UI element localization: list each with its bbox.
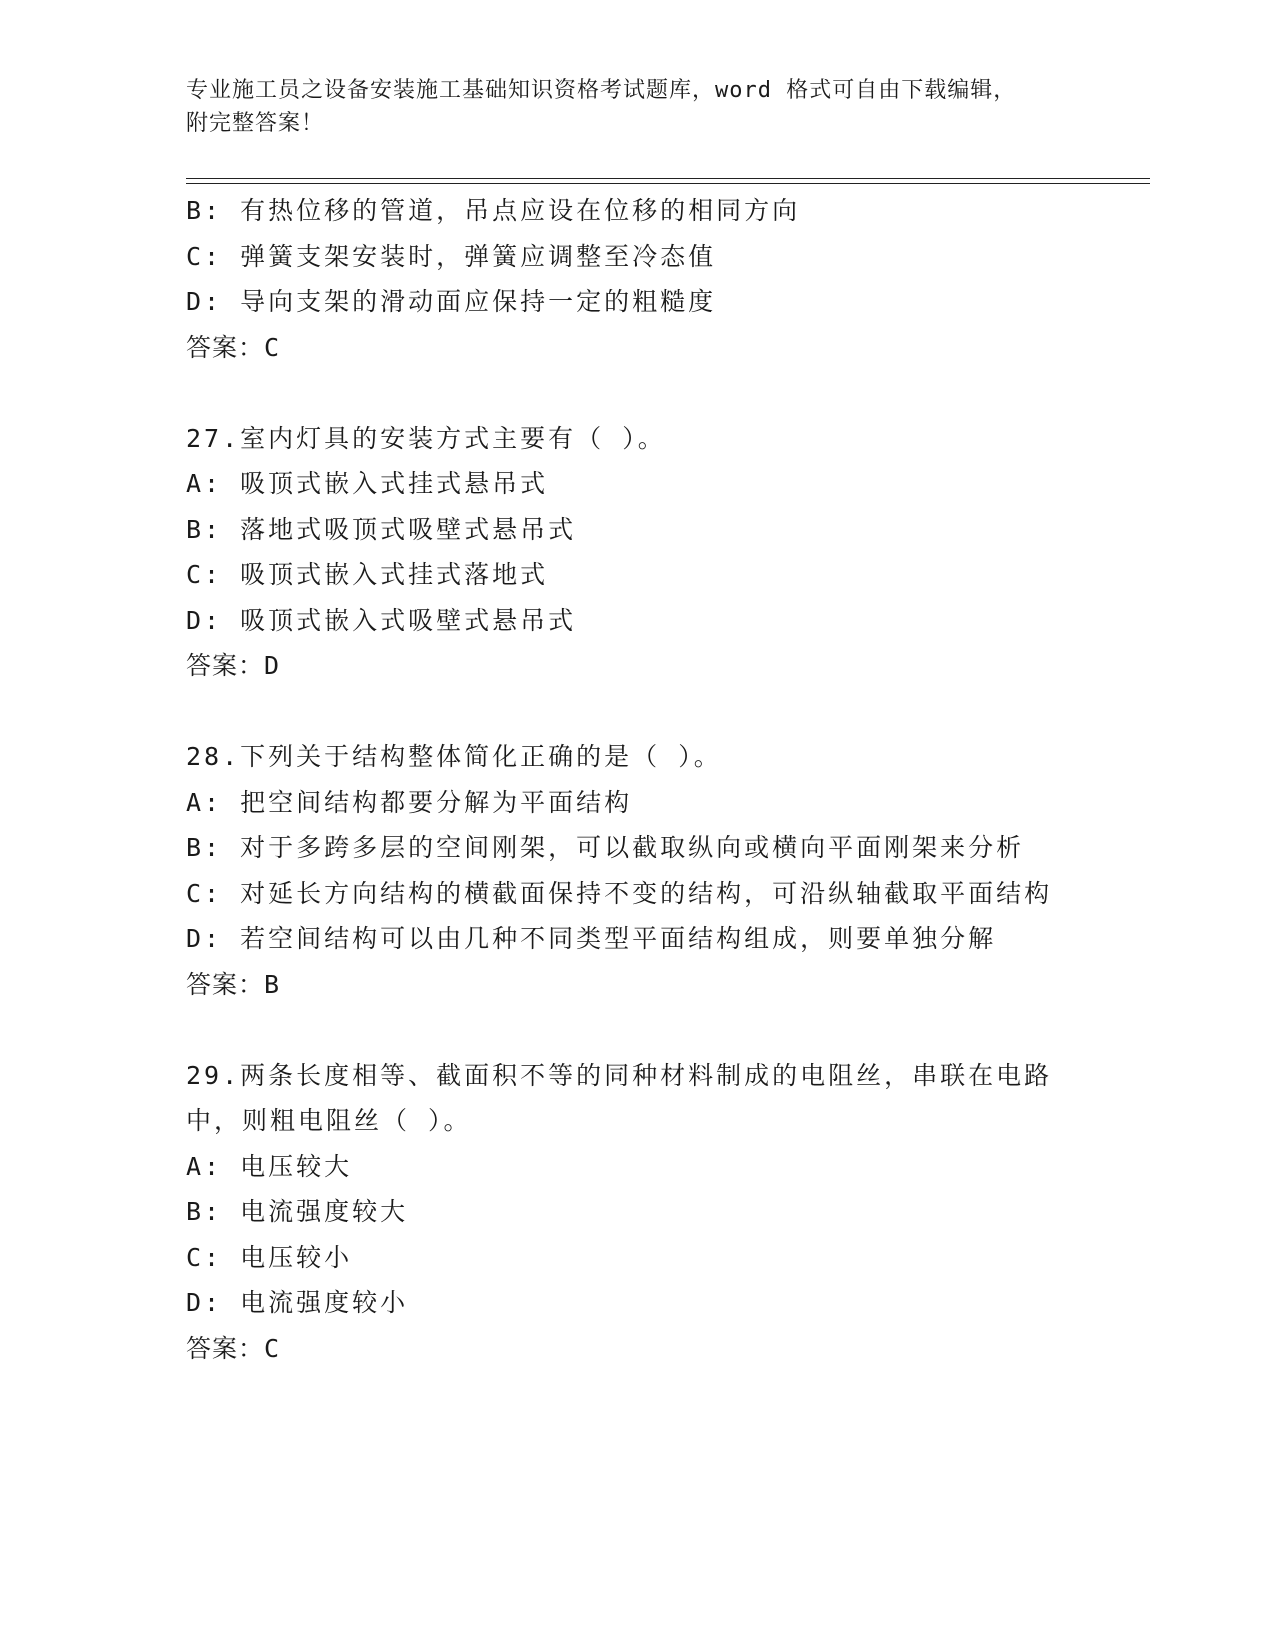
answer-line: 答案：B — [186, 969, 281, 999]
question-29 — [186, 1053, 1126, 1372]
header-line-2: 附完整答案！ — [186, 111, 325, 136]
option-b: B: 落地式吸顶式吸壁式悬吊式 — [186, 514, 577, 544]
question-text: 27.室内灯具的安装方式主要有（ ）。 — [186, 423, 666, 453]
option-b: B: 电流强度较大 — [186, 1197, 409, 1226]
option-a: A: 吸顶式嵌入式挂式悬吊式 — [186, 469, 549, 498]
header-divider-bottom — [186, 183, 1150, 184]
option-d: D: 导向支架的滑动面应保持一定的粗糙度 — [186, 287, 717, 316]
question-27 — [186, 416, 1126, 689]
option-b: B: 对于多跨多层的空间刚架，可以截取纵向或横向平面刚架来分析 — [186, 833, 1025, 862]
option-d: D: 吸顶式嵌入式吸壁式悬吊式 — [186, 605, 577, 635]
question-text-line-1: 29.两条长度相等、截面积不等的同种材料制成的电阻丝，串联在电路 — [186, 1060, 1053, 1090]
document-header — [186, 74, 1086, 140]
option-c: C: 弹簧支架安装时，弹簧应调整至冷态值 — [186, 241, 717, 271]
option-b: B: 有热位移的管道，吊点应设在位移的相同方向 — [186, 196, 801, 225]
question-text: 28.下列关于结构整体简化正确的是（ ）。 — [186, 742, 722, 771]
question-28 — [186, 734, 1126, 1007]
option-d: D: 电流强度较小 — [186, 1288, 409, 1317]
option-c: C: 电压较小 — [186, 1242, 353, 1272]
header-divider-top — [186, 178, 1150, 179]
answer-line: 答案：D — [186, 651, 281, 680]
option-d: D: 若空间结构可以由几种不同类型平面结构组成，则要单独分解 — [186, 924, 997, 953]
option-a: A: 把空间结构都要分解为平面结构 — [186, 787, 633, 817]
option-c: C: 对延长方向结构的横截面保持不变的结构，可沿纵轴截取平面结构 — [186, 878, 1053, 908]
question-text-line-2: 中，则粗电阻丝（ ）。 — [186, 1106, 472, 1135]
answer-line: 答案：C — [186, 1333, 281, 1363]
answer-line: 答案：C — [186, 332, 281, 362]
option-c: C: 吸顶式嵌入式挂式落地式 — [186, 560, 549, 589]
question-26-continued — [186, 188, 1126, 370]
question-list — [186, 188, 1126, 1371]
header-line-1: 专业施工员之设备安装施工基础知识资格考试题库，word 格式可自由下载编辑， — [186, 78, 1017, 103]
option-a: A: 电压较大 — [186, 1151, 353, 1181]
